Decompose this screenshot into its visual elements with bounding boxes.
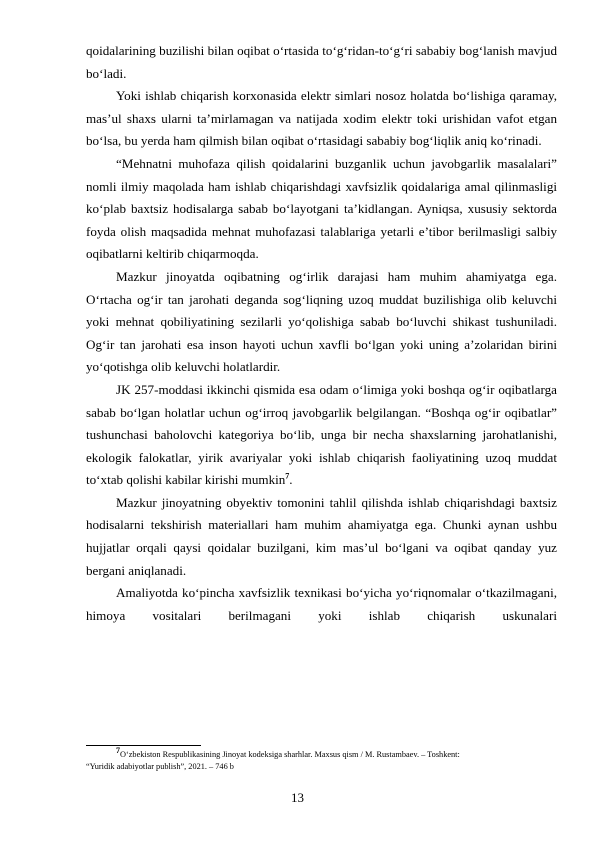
paragraph-1: qoidalarining buzilishi bilan oqibat o‘rtasida to‘g‘ridan-to‘g‘ri sababiy bog‘lanish mavjud bo‘ladi. [86,43,557,81]
footnote-separator [86,745,201,746]
paragraph-5-text: JK 257-moddasi ikkinchi qismida esa odam o‘limiga yoki boshqa og‘ir oqibatlarga sabab bo‘lgan holatlar uchun og‘irroq javobgarlik belgilangan. “Boshqa og‘ir oqibatlar” tushunchasi baholovchi kategoriya bo‘lib, unga bir necha shaxslarning jarohatlanishi, ekologik falokatlar, yirik avariyalar yoki ishlab chiqarish faoliyatining uzoq muddat to‘xtab qolishi kabilar kirishi mumkin [86,381,557,488]
paragraph-5 [86,379,557,492]
paragraph-7: Amaliyotda ko‘pincha xavfsizlik texnikasi bo‘yicha yo‘riqnomalar o‘tkazilmagani, himoya vositalari berilmagani yoki ishlab chiqarish uskunalari [86,585,557,623]
footnote-text-1: O‘zbekiston Respublikasining Jinoyat kodeksiga sharhlar. Maxsus qism / M. Rustambaev. – Toshkent: [120,750,460,759]
footnote-reference[interactable]: 7 [285,471,290,481]
paragraph-5-trail: . [289,472,293,488]
footnote [86,746,557,773]
paragraph-3: “Mehnatni muhofaza qilish qoidalarini buzganlik uchun javobgarlik masalalari” nomli ilmiy maqolada ham ishlab chiqarishdagi xavfsizlik qoidalariga amal qilinmasligi ko‘plab baxtsiz hodisalarga sabab bo‘layotgani ta’kidlangan. Ayniqsa, xususiy sektorda foyda olish maqsadida mehnat muhofazasi talablariga yetarli e’tibor berilmasligi salbiy oqibatlarni keltirib chiqarmoqda. [86,155,557,262]
footnote-marker: 7 [116,746,120,756]
footnote-text-2: “Yuridik adabiyotlar publish”, 2021. – 746 b [86,762,234,771]
page-number: 13 [291,790,304,805]
paragraph-2: Yoki ishlab chiqarish korxonasida elektr simlari nosoz holatda bo‘lishiga qaramay, mas’ul shaxs ularni ta’mirlamagan va natijada xodim elektr toki urishidan vafot etgan bo‘lsa, bu yerda ham qilmish bilan oqibat o‘rtasidagi sababiy bog‘liqlik aniq ko‘rinadi. [86,88,557,149]
paragraph-4: Mazkur jinoyatda oqibatning og‘irlik darajasi ham muhim ahamiyatga ega. O‘rtacha og‘ir tan jarohati deganda sog‘liqning uzoq muddat buzilishiga olib keluvchi yoki mehnat qobiliyatining sezilarli yo‘qolishiga sabab bo‘luvchi shikast tushuniladi. Og‘ir tan jarohati esa inson hayoti uchun xavfli bo‘lgan yoki uning a’zolaridan birini yo‘qotishga olib keluvchi holatlardir. [86,268,557,375]
footnote-line-1 [86,746,557,761]
page-body [86,40,557,627]
paragraph-6: Mazkur jinoyatning obyektiv tomonini tahlil qilishda ishlab chiqarishdagi baxtsiz hodisalarni tekshirish materiallari ham muhim ahamiyatga ega. Chunki aynan ushbu hujjatlar orqali qaysi qoidalar buzilgani, kim mas’ul bo‘lgani va oqibat qanday yuz bergani aniqlanadi. [86,494,557,578]
